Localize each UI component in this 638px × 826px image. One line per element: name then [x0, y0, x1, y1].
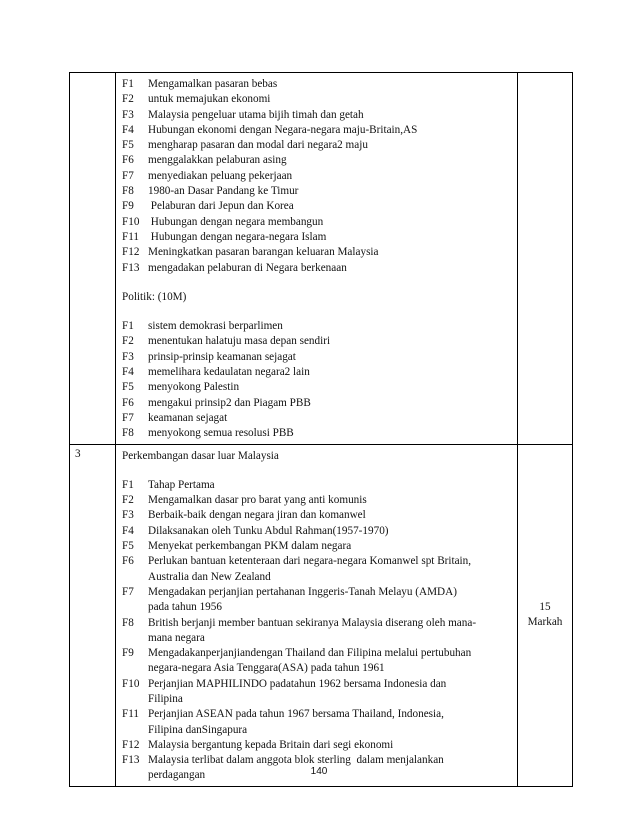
- answer-cell: [116, 73, 518, 445]
- point-text: untuk memajukan ekonomi: [148, 93, 271, 106]
- point-code: F7: [122, 169, 134, 182]
- point-code: F2: [122, 494, 134, 507]
- point-text: Dilaksanakan oleh Tunku Abdul Rahman(1957-1970): [148, 524, 389, 537]
- point-code: [122, 723, 148, 738]
- point-code: F3: [122, 108, 134, 121]
- list-item: [122, 508, 513, 523]
- point-code: [122, 661, 148, 676]
- list-item: [122, 646, 513, 661]
- point-text: Perlukan bantuan ketenteraan dari negara-negara Komanwel spt Britain,: [148, 555, 472, 568]
- answer-scheme-table: [69, 72, 573, 787]
- point-text: Hubungan dengan negara membangun: [148, 215, 324, 228]
- list-item: [122, 692, 513, 707]
- point-code: F6: [122, 396, 134, 409]
- development-points-list: [122, 478, 513, 784]
- point-text: Mengamalkan pasaran bebas: [148, 78, 278, 90]
- point-code: F8: [122, 616, 134, 629]
- list-item: [122, 261, 513, 276]
- list-item: [122, 138, 513, 153]
- list-item: [122, 215, 513, 230]
- page-number: 140: [310, 766, 328, 777]
- point-code: F3: [122, 509, 134, 522]
- point-text: Hubungan ekonomi dengan Negara-negara maju-Britain,AS: [148, 123, 418, 136]
- point-code: [122, 600, 148, 615]
- table-row: [70, 444, 573, 786]
- point-text: Mengamalkan dasar pro barat yang anti komunis: [148, 494, 367, 507]
- point-text: Mengadakanperjanjiandengan Thailand dan Filipina melalui pertubuhan: [148, 647, 472, 660]
- list-item: [122, 631, 513, 646]
- point-code: F4: [122, 123, 134, 136]
- point-text: negara-negara Asia Tenggara(ASA) pada tahun 1961: [148, 662, 385, 675]
- table-row: [70, 73, 573, 445]
- list-item: [122, 108, 513, 123]
- point-code: F7: [122, 411, 134, 424]
- list-item: [122, 478, 513, 493]
- point-code: F4: [122, 524, 134, 537]
- point-text: mengadakan pelaburan di Negara berkenaan: [148, 261, 347, 274]
- point-text: menyokong Palestin: [148, 381, 240, 394]
- point-text: menyediakan peluang pekerjaan: [148, 169, 293, 182]
- list-item: [122, 677, 513, 692]
- point-text: memelihara kedaulatan negara2 lain: [148, 366, 310, 379]
- list-item: [122, 123, 513, 138]
- mark-value: 15: [539, 601, 551, 614]
- point-code: F5: [122, 381, 134, 394]
- point-text: Mengadakan perjanjian pertahanan Inggeris-Tanah Melayu (AMDA): [148, 585, 457, 598]
- point-text: menentukan halatuju masa depan sendiri: [148, 335, 331, 348]
- list-item: [122, 661, 513, 676]
- point-text: Filipina: [148, 692, 183, 705]
- list-item: [122, 600, 513, 615]
- point-text: 1980-an Dasar Pandang ke Timur: [148, 185, 299, 198]
- question-number-cell: [70, 73, 116, 445]
- list-item: [122, 245, 513, 260]
- point-text: keamanan sejagat: [148, 411, 228, 424]
- list-item: [122, 380, 513, 395]
- point-text: menyokong semua resolusi PBB: [148, 427, 294, 440]
- point-text: sistem demokrasi berparlimen: [148, 320, 283, 333]
- point-code: F1: [122, 320, 134, 333]
- point-code: F10: [122, 677, 140, 690]
- list-item: [122, 334, 513, 349]
- mark-cell: [518, 73, 573, 445]
- question-number-cell: 3: [70, 444, 116, 786]
- point-text: prinsip-prinsip keamanan sejagat: [148, 350, 296, 363]
- point-text: Hubungan dengan negara-negara Islam: [148, 230, 327, 243]
- question-title: Perkembangan dasar luar Malaysia: [122, 449, 279, 462]
- point-text: Tahap Pertama: [148, 478, 215, 491]
- point-code: [122, 570, 148, 585]
- point-code: F2: [122, 335, 134, 348]
- list-item: [122, 411, 513, 426]
- mark-unit: Markah: [527, 616, 563, 629]
- point-code: F5: [122, 540, 134, 553]
- point-code: F4: [122, 366, 134, 379]
- list-item: [122, 184, 513, 199]
- point-code: F9: [122, 647, 134, 660]
- point-code: F13: [122, 261, 140, 274]
- list-item: [122, 554, 513, 569]
- point-code: F9: [122, 200, 134, 213]
- point-code: F3: [122, 350, 134, 363]
- point-text: menggalakkan pelaburan asing: [148, 154, 287, 167]
- politics-heading: Politik: (10M): [122, 290, 187, 303]
- point-text: Berbaik-baik dengan negara jiran dan komanwel: [148, 509, 366, 522]
- point-code: F1: [122, 478, 134, 491]
- point-text: mengakui prinsip2 dan Piagam PBB: [148, 396, 311, 409]
- list-item: [122, 153, 513, 168]
- point-code: F6: [122, 555, 134, 568]
- point-code: F10: [122, 215, 140, 228]
- point-code: F6: [122, 154, 134, 167]
- list-item: [122, 524, 513, 539]
- point-code: F8: [122, 427, 134, 440]
- point-code: F5: [122, 139, 134, 152]
- point-text: Malaysia terlibat dalam anggota blok sterling dalam menjalankan: [148, 754, 444, 767]
- list-item: [122, 616, 513, 631]
- list-item: [122, 723, 513, 738]
- list-item: [122, 707, 513, 722]
- list-item: [122, 570, 513, 585]
- list-item: [122, 585, 513, 600]
- point-code: F13: [122, 754, 140, 767]
- list-item: [122, 350, 513, 365]
- economy-points-list: [122, 77, 513, 276]
- list-item: [122, 738, 513, 753]
- list-item: [122, 396, 513, 411]
- list-item: [122, 319, 513, 334]
- point-code: F1: [122, 78, 134, 90]
- list-item: [122, 77, 513, 92]
- list-item: [122, 199, 513, 214]
- point-code: F11: [122, 708, 139, 721]
- point-text: Malaysia bergantung kepada Britain dari segi ekonomi: [148, 738, 394, 751]
- answer-cell: [116, 444, 518, 786]
- point-code: F12: [122, 246, 140, 259]
- point-text: Perjanjian ASEAN pada tahun 1967 bersama Thailand, Indonesia,: [148, 708, 444, 721]
- point-text: mana negara: [148, 631, 205, 644]
- list-item: [122, 92, 513, 107]
- point-text: Malaysia pengeluar utama bijih timah dan getah: [148, 108, 364, 121]
- point-code: F7: [122, 585, 134, 598]
- point-code: F12: [122, 738, 140, 751]
- point-text: Pelaburan dari Jepun dan Korea: [148, 200, 294, 213]
- list-item: [122, 365, 513, 380]
- point-code: F2: [122, 93, 134, 106]
- point-text: Perjanjian MAPHILINDO padatahun 1962 bersama Indonesia dan: [148, 677, 447, 690]
- point-text: pada tahun 1956: [148, 601, 222, 614]
- list-item: [122, 426, 513, 441]
- point-text: Filipina danSingapura: [148, 723, 248, 736]
- list-item: [122, 230, 513, 245]
- point-code: [122, 692, 148, 707]
- point-code: F8: [122, 185, 134, 198]
- point-text: perdagangan: [148, 769, 206, 782]
- list-item: [122, 169, 513, 184]
- point-text: Australia dan New Zealand: [148, 570, 271, 583]
- politics-points-list: [122, 319, 513, 441]
- list-item: [122, 493, 513, 508]
- list-item: [122, 539, 513, 554]
- point-code: F11: [122, 230, 139, 243]
- point-code: [122, 631, 148, 646]
- point-text: British berjanji member bantuan sekiranya Malaysia diserang oleh mana-: [148, 616, 477, 629]
- mark-cell: [518, 444, 573, 786]
- point-text: Menyekat perkembangan PKM dalam negara: [148, 540, 352, 553]
- point-text: mengharap pasaran dan modal dari negara2 maju: [148, 139, 368, 152]
- point-text: Meningkatkan pasaran barangan keluaran Malaysia: [148, 246, 379, 259]
